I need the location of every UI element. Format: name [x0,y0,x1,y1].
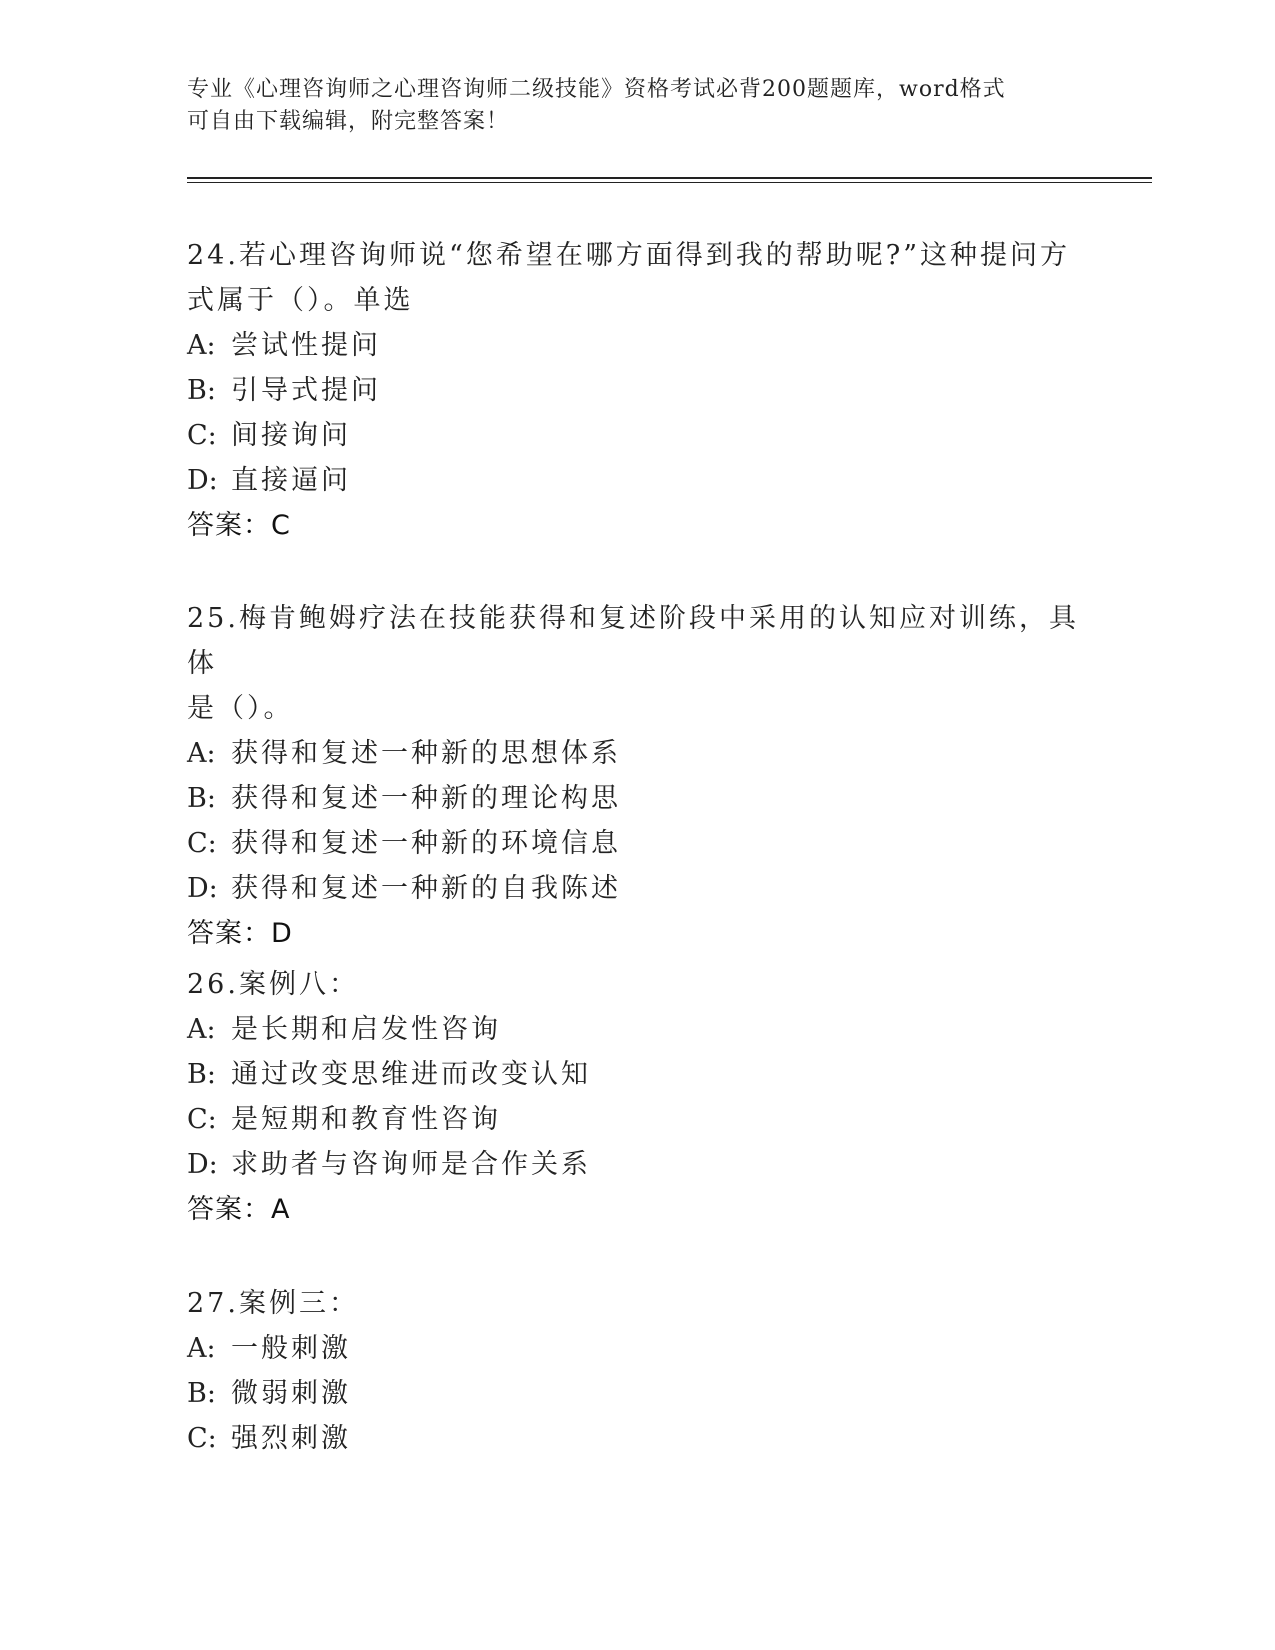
document-header [187,74,1067,138]
option-label: A: [187,1333,216,1364]
option-text: 一般刺激 [231,1333,351,1364]
option-text: 强烈刺激 [231,1423,351,1454]
option-text: 是长期和启发性咨询 [231,1014,501,1045]
answer: 答案：A [187,1194,291,1225]
option-text: 获得和复述一种新的自我陈述 [231,873,621,904]
option-label: A: [187,330,216,361]
header-line-2: 可自由下载编辑，附完整答案！ [187,109,510,134]
question-stem-line-1: 24.若心理咨询师说“您希望在哪方面得到我的帮助呢?”这种提问方 [187,240,1071,271]
option-b [187,1052,1087,1097]
option-a [187,731,1087,776]
question-stem-line-1: 26.案例八： [187,969,359,1000]
option-text: 是短期和教育性咨询 [231,1104,501,1135]
option-label: B: [187,375,216,406]
option-text: 获得和复述一种新的思想体系 [231,738,621,769]
header-line-1: 专业《心理咨询师之心理咨询师二级技能》资格考试必背200题题库，word格式 [187,77,1006,102]
option-label: C: [187,420,217,451]
question-27 [187,1281,1087,1461]
option-label: B: [187,783,216,814]
option-d [187,1142,1087,1187]
header-divider-thick [187,177,1152,179]
option-text: 间接询问 [231,420,351,451]
option-b [187,368,1087,413]
option-d [187,866,1087,911]
option-label: D: [187,465,218,496]
option-label: B: [187,1378,216,1409]
question-stem-line-2: 式属于（）。单选 [187,285,414,316]
option-text: 获得和复述一种新的环境信息 [231,828,621,859]
option-text: 尝试性提问 [231,330,381,361]
option-a [187,323,1087,368]
option-b [187,1371,1087,1416]
option-label: D: [187,873,218,904]
option-label: C: [187,828,217,859]
option-c [187,821,1087,866]
option-a [187,1326,1087,1371]
option-c [187,413,1087,458]
question-stem-line-1: 25.梅肯鲍姆疗法在技能获得和复述阶段中采用的认知应对训练，具体 [187,603,1079,679]
option-text: 直接逼问 [231,465,351,496]
answer: 答案：D [187,918,293,949]
answer: 答案：C [187,510,291,541]
option-text: 求助者与咨询师是合作关系 [231,1149,591,1180]
option-d [187,458,1087,503]
option-c [187,1416,1087,1461]
option-text: 微弱刺激 [231,1378,351,1409]
option-text: 通过改变思维进而改变认知 [231,1059,591,1090]
option-text: 引导式提问 [231,375,381,406]
option-label: D: [187,1149,218,1180]
option-label: A: [187,1014,216,1045]
question-25 [187,596,1087,956]
option-label: C: [187,1423,217,1454]
option-c [187,1097,1087,1142]
option-label: C: [187,1104,217,1135]
question-24 [187,233,1087,548]
option-b [187,776,1087,821]
question-26 [187,962,1087,1232]
header-divider-thin [187,182,1152,183]
question-stem-line-2: 是（）。 [187,693,294,724]
option-a [187,1007,1087,1052]
question-stem-line-1: 27.案例三： [187,1288,359,1319]
option-text: 获得和复述一种新的理论构思 [231,783,621,814]
option-label: B: [187,1059,216,1090]
option-label: A: [187,738,216,769]
